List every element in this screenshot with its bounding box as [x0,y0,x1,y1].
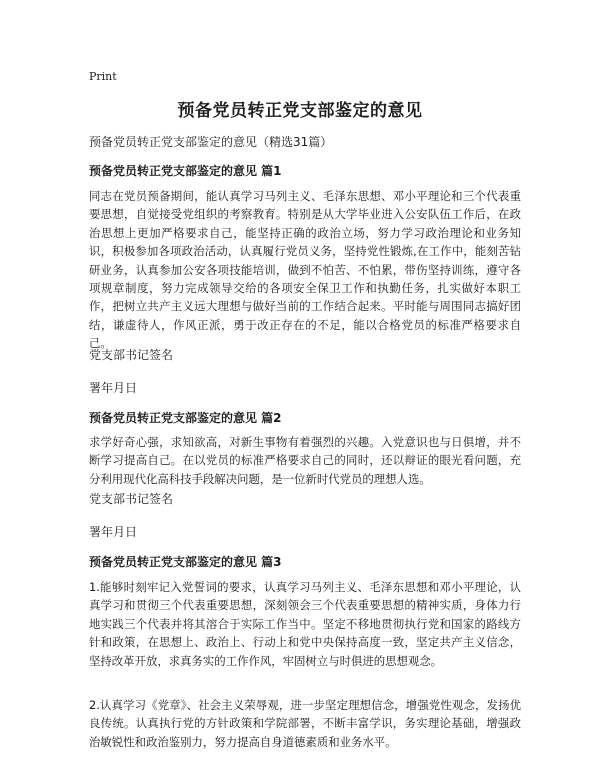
section-2-signature: 党支部书记签名 [89,492,174,506]
section-2-body: 求学好奇心强，求知欲高，对新生事物有着强烈的兴趣。入党意识也与日俱增，并不断学习提高自己。在以党员的标准严格要求自己的同时，还以辩证的眼光看问题，充分利用现代化高科技手段解决问题，是一位新时代党员的理想人选。 [89,435,521,486]
section-1-body: 同志在党员预备期间，能认真学习马列主义、毛泽东思想、邓小平理论和三个代表重要思想，自觉接受党组织的考察教育。特别是从大学毕业进入公安队伍工作后，在政治思想上更加严格要求自己，能坚持正确的政治立场，努力学习政治理论和业务知识，积极参加各项政治活动，认真履行党员义务，坚持党性锻炼,在工作中，能刻苦钻研业务，认真参加公安各项技能培训，做到不怕苦、不怕累，带伤坚持训练，遵守各项规章制度，努力完成领导交给的各项安全保卫工作和执勤任务，扎实做好本职工作，把树立共产主义远大理想与做好当前的工作结合起来。平时能与周围同志搞好团结，谦虚待人，作风正派，勇于改正存在的不足，能以合格党员的标准严格要求自己。 [89,189,521,351]
document-title: 预备党员转正党支部鉴定的意见 [177,101,423,121]
section-3-paragraph-1: 1.能够时刻牢记入党誓词的要求，认真学习马列主义、毛泽东思想和邓小平理论，认真学习和贯彻三个代表重要思想，深刻领会三个代表重要思想的精神实质，身体力行地实践三个代表并将其溶合于实际工作当中。坚定不移地贯彻执行党和国家的路线方针和政策，在思想上、政治上、行动上和党中央保持高度一致，坚定共产主义信念，坚持改革开放，求真务实的工作作风，牢固树立与时俱进的思想观念。 [89,580,521,668]
section-1-signature: 党支部书记签名 [89,348,174,362]
section-2-date: 署年月日 [89,525,138,539]
document-subtitle: 预备党员转正党支部鉴定的意见（精选31篇） [89,135,333,149]
section-3-heading: 预备党员转正党支部鉴定的意见 篇3 [89,555,282,569]
print-label[interactable]: Print [89,70,117,83]
section-2-heading: 预备党员转正党支部鉴定的意见 篇2 [89,411,282,425]
section-1-heading: 预备党员转正党支部鉴定的意见 篇1 [89,164,282,178]
section-3-paragraph-2: 2.认真学习《党章》、社会主义荣辱观，进一步坚定理想信念，增强党性观念，发扬优良传统。认真执行党的方针政策和学院部署，不断丰富学识，务实理论基础，增强政治敏锐性和政治鉴别力，努力提高自身道德素质和业务水平。 [89,698,521,749]
section-1-date: 署年月日 [89,381,138,395]
